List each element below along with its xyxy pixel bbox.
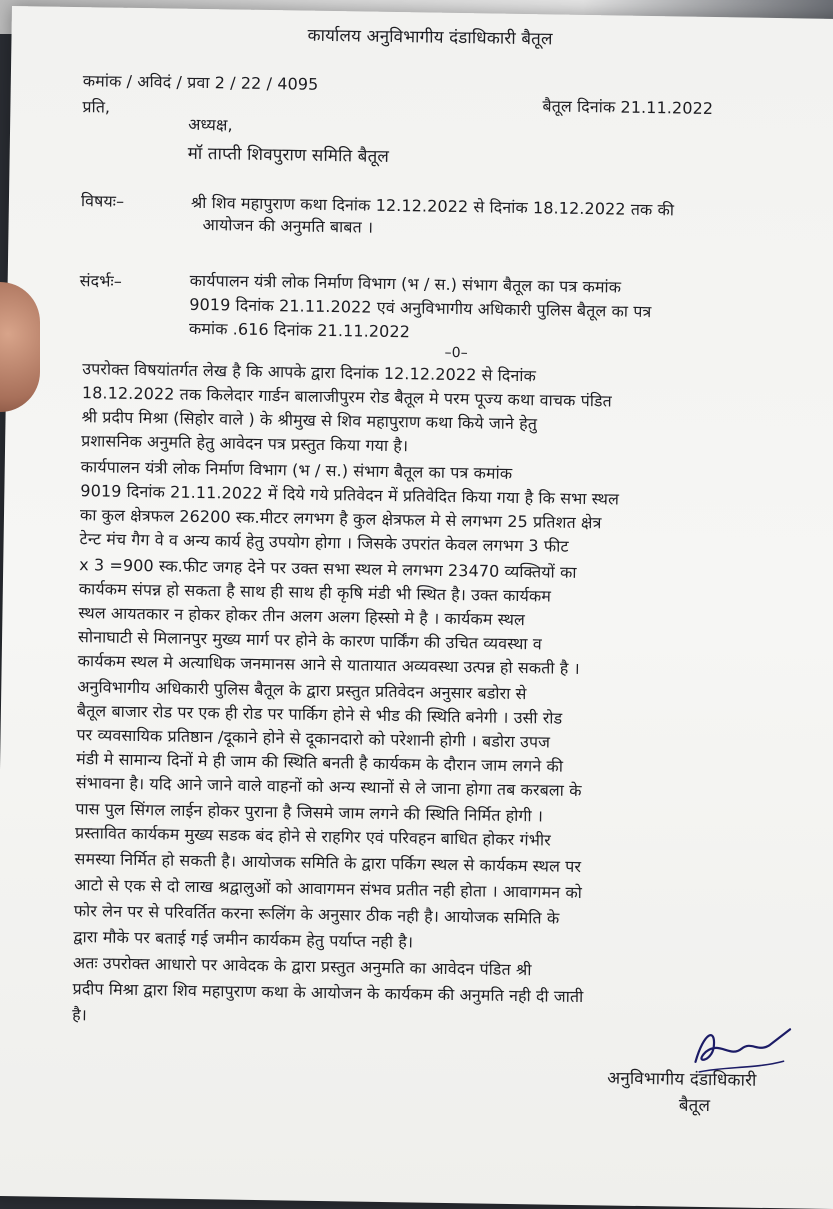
body-line: टेन्ट मंच गैग वे व अन्य कार्य हेतु उपयोग होगा । जिसके उपरांत केवल लगभग 3 फीट xyxy=(79,529,569,556)
body-line: द्वारा मौके पर बताई गई जमीन कार्यकम हेतु पर्याप्त नही है। xyxy=(73,927,414,952)
body-line: उपरोक्त विषयांतर्गत लेख है कि आपके द्वारा दिनांक 12.12.2022 से दिनांक xyxy=(82,359,537,386)
body-line: फोर लेन पर से परिवर्तित करना रूलिंग के अनुसार ठीक नही है। आयोजक समिति के xyxy=(73,901,560,928)
body-line: अतः उपरोक्त आधारो पर आवेदक के द्वारा प्रस्तुत अनुमति का आवेदन पंडित श्री xyxy=(72,953,532,980)
body-line: कार्यपालन यंत्री लोक निर्माण विभाग (भ / स.) संभाग बैतूल का पत्र कमांक xyxy=(80,457,513,483)
body-line: सोनाघाटी से मिलानपुर मुख्य मार्ग पर होने के कारण पार्किंग की उचित व्यवस्था व xyxy=(77,627,542,654)
handwritten-signature xyxy=(685,1022,796,1084)
body-line: है। xyxy=(72,1005,88,1025)
body-line: बैतूल बाजार रोड पर एक ही रोड पर पार्किग होने से भीड की स्थिति बनेगी । उसी रोड xyxy=(76,701,563,728)
reference-line: 9019 दिनांक 21.11.2022 एवं अनुविभागीय अधिकारी पुलिस बैतूल का पत्र xyxy=(189,294,652,322)
body-line: मंडी मे सामान्य दिनों मे ही जाम की स्थिति बनती है कार्यकम के दौरान जाम लगने की xyxy=(76,749,564,776)
section-divider: –0– xyxy=(444,344,468,362)
body-line: स्थल आयतकार न होकर होकर तीन अलग अलग हिस्सो मे है । कार्यकम स्थल xyxy=(78,603,526,630)
subject-line: आयोजन की अनुमति बाबत । xyxy=(202,215,374,237)
body-line: 18.12.2022 तक किलेदार गार्डन बालाजीपुरम रोड बैतूल मे परम पूज्य कथा वाचक पंडित xyxy=(81,383,613,411)
body-line: प्रदीप मिश्रा द्वारा शिव महापुराण कथा के आयोजन के कार्यकम की अनुमति नही दी जाती xyxy=(72,979,584,1007)
body-line: पर व्यवसायिक प्रतिष्ठान /दूकाने होने से दूकानदारो को परेशानी होगी । बडोरा उपज xyxy=(76,725,551,752)
body-line: संभावना है। यदि आने जाने वाले वाहनों को अन्य स्थानों से ले जाना होगा तब करबला के xyxy=(75,773,582,801)
body-line: अनुविभागीय अधिकारी पुलिस बैतूल के द्वारा प्रस्तुत प्रतिवेदन अनुसार बडोरा से xyxy=(77,677,527,704)
subject-line: श्री शिव महापुराण कथा दिनांक 12.12.2022 से दिनांक 18.12.2022 तक की xyxy=(190,192,675,220)
reference-number: कमांक / अविदं / प्रवा 2 / 22 / 4095 xyxy=(82,71,319,94)
body-line: कार्यकम स्थल मे अत्याधिक जनमानस आने से यातायात अव्यवस्था उत्पन्न हो सकती है । xyxy=(77,651,580,678)
letter-date: बैतूल दिनांक 21.11.2022 xyxy=(542,96,714,119)
recipient-label: प्रति, xyxy=(82,97,111,117)
body-line: पास पुल सिंगल लाईन होकर पुराना है जिसमे जाम लगने की स्थिति निर्मित होगी । xyxy=(75,799,544,826)
office-heading: कार्यालय अनुविभागीय दंडाधिकारी बैतूल xyxy=(307,25,553,50)
body-line: आटो से एक से दो लाख श्रद्वालुओं को आवागमन संभव प्रतीत नही होता । आवागमन को xyxy=(74,875,583,903)
body-line: 9019 दिनांक 21.11.2022 में दिये गये प्रतिवेदन में प्रतिवेदित किया गया है कि सभा स्थल xyxy=(80,481,620,509)
finger-holding-paper xyxy=(0,282,40,412)
subject-label: विषयः– xyxy=(80,191,125,211)
reference-label: संदर्भः– xyxy=(79,271,123,291)
body-line: प्रस्तावित कार्यकम मुख्य सडक बंद होने से राहगिर एवं परिवहन बाधित होकर गंभीर xyxy=(74,823,551,850)
addressee-line-2: मॉ ताप्ती शिवपुराण समिति बैतूल xyxy=(187,143,390,167)
body-line: x 3 =900 स्क.फीट जगह देने पर उक्त सभा स्थल मे लगभग 23470 व्यक्तियों का xyxy=(79,555,577,582)
signatory-location: बैतूल xyxy=(678,1095,711,1117)
body-line: का कुल क्षेत्रफल 26200 स्क.मीटर लगभग है कुल क्षेत्रफल मे से लगभग 25 प्रतिशत क्षेत्र xyxy=(79,505,602,533)
letter-page xyxy=(0,6,833,1209)
body-line: प्रशासनिक अनुमति हेतु आवेदन पत्र प्रस्तुत किया गया है। xyxy=(81,431,409,456)
addressee-line-1: अध्यक्ष, xyxy=(188,114,233,135)
reference-line: कमांक .616 दिनांक 21.11.2022 xyxy=(188,318,411,342)
signatory-designation: अनुविभागीय दंडाधिकारी xyxy=(607,1068,757,1091)
reference-line: कार्यपालन यंत्री लोक निर्माण विभाग (भ / स.) संभाग बैतूल का पत्र कमांक xyxy=(189,270,622,297)
body-line: कार्यकम संपन्न हो सकता है साथ ही साथ ही कृषि मंडी भी स्थित है। उक्त कार्यकम xyxy=(78,579,552,606)
body-line: श्री प्रदीप मिश्रा (सिहोर वाले ) के श्रीमुख से शिव महापुराण कथा किये जाने हेतु xyxy=(81,407,538,434)
body-line: समस्या निर्मित हो सकती है। आयोजक समिति के द्वारा पर्किग स्थल से कार्यकम स्थल पर xyxy=(74,849,582,877)
